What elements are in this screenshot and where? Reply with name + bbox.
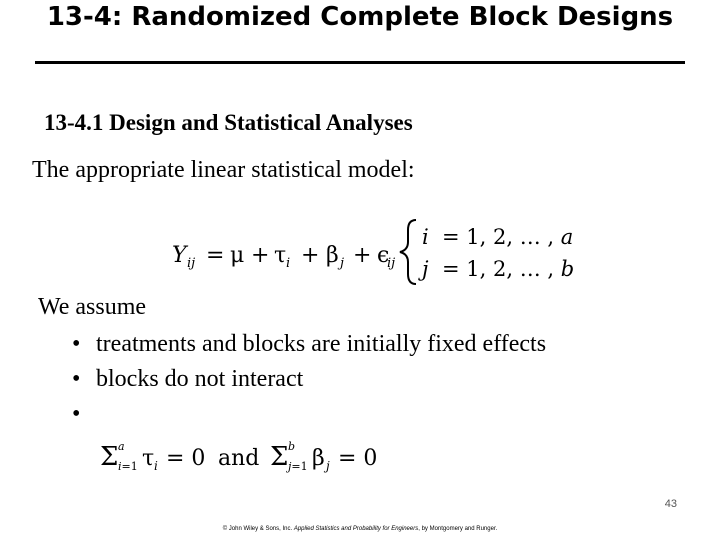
- eq-sigma1: Σ: [100, 442, 119, 472]
- eq-plus2: +: [301, 243, 320, 268]
- eq-beta-sum: β: [312, 446, 325, 471]
- assumption-list: [72, 329, 546, 434]
- eq-brace: [400, 220, 416, 284]
- eq-sum1-upper: a: [118, 440, 125, 453]
- bullet-text: treatments and blocks are initially fixed effects: [96, 331, 547, 357]
- eq-eq0-2: = 0: [338, 446, 378, 471]
- copyright-footer: [0, 526, 720, 532]
- page-number: 43: [664, 498, 677, 510]
- eq-beta-sub: j: [326, 459, 330, 473]
- eq-ij2: ij: [387, 256, 396, 271]
- eq-sum2-lower: j=1: [288, 460, 308, 473]
- eq-case-i-rest: = 1, 2, … , a: [442, 225, 574, 249]
- eq-and: and: [218, 446, 260, 471]
- eq-eq0-1: = 0: [166, 446, 206, 471]
- eq-equals: =: [206, 243, 225, 268]
- assume-heading: We assume: [38, 294, 147, 320]
- section-subheading: 13-4.1 Design and Statistical Analyses: [44, 110, 413, 135]
- list-item: [72, 399, 546, 434]
- bullet-icon: •: [72, 401, 81, 427]
- constraint-equation: [94, 432, 414, 480]
- list-item: [72, 329, 546, 364]
- eq-epsilon: ϵ: [377, 243, 390, 268]
- eq-Y: Y: [172, 243, 187, 268]
- eq-sum1-lower: i=1: [118, 460, 138, 473]
- eq-j: j: [340, 256, 345, 271]
- eq-ij: ij: [187, 256, 196, 271]
- eq-sigma2: Σ: [270, 442, 289, 472]
- slide-title: 13-4: Randomized Complete Block Designs: [46, 2, 674, 32]
- eq-tau: τ: [274, 243, 287, 268]
- eq-plus1: +: [251, 243, 270, 268]
- model-equation: [150, 212, 590, 292]
- bullet-icon: •: [72, 331, 81, 357]
- bullet-icon: •: [72, 366, 81, 392]
- eq-i: i: [286, 256, 291, 271]
- eq-beta: β: [326, 243, 339, 268]
- eq-mu: μ: [230, 243, 245, 268]
- eq-case-j-rest: = 1, 2, … , b: [442, 257, 575, 281]
- title-underline: [35, 61, 685, 64]
- list-item: [72, 364, 546, 399]
- footer-prefix: © John Wiley & Sons, Inc.: [222, 526, 293, 532]
- eq-case-j: j: [422, 257, 429, 281]
- eq-case-i: i: [422, 225, 429, 249]
- eq-tau-sum: τ: [142, 446, 155, 471]
- footer-suffix: , by Montgomery and Runger.: [418, 526, 498, 532]
- intro-text: The appropriate linear statistical model:: [32, 157, 415, 183]
- eq-tau-sub: i: [154, 459, 158, 473]
- eq-plus3: +: [353, 243, 372, 268]
- bullet-text: blocks do not interact: [96, 366, 304, 392]
- eq-sum2-upper: b: [288, 440, 296, 453]
- footer-book-title: Applied Statistics and Probability for Engineers: [293, 526, 419, 532]
